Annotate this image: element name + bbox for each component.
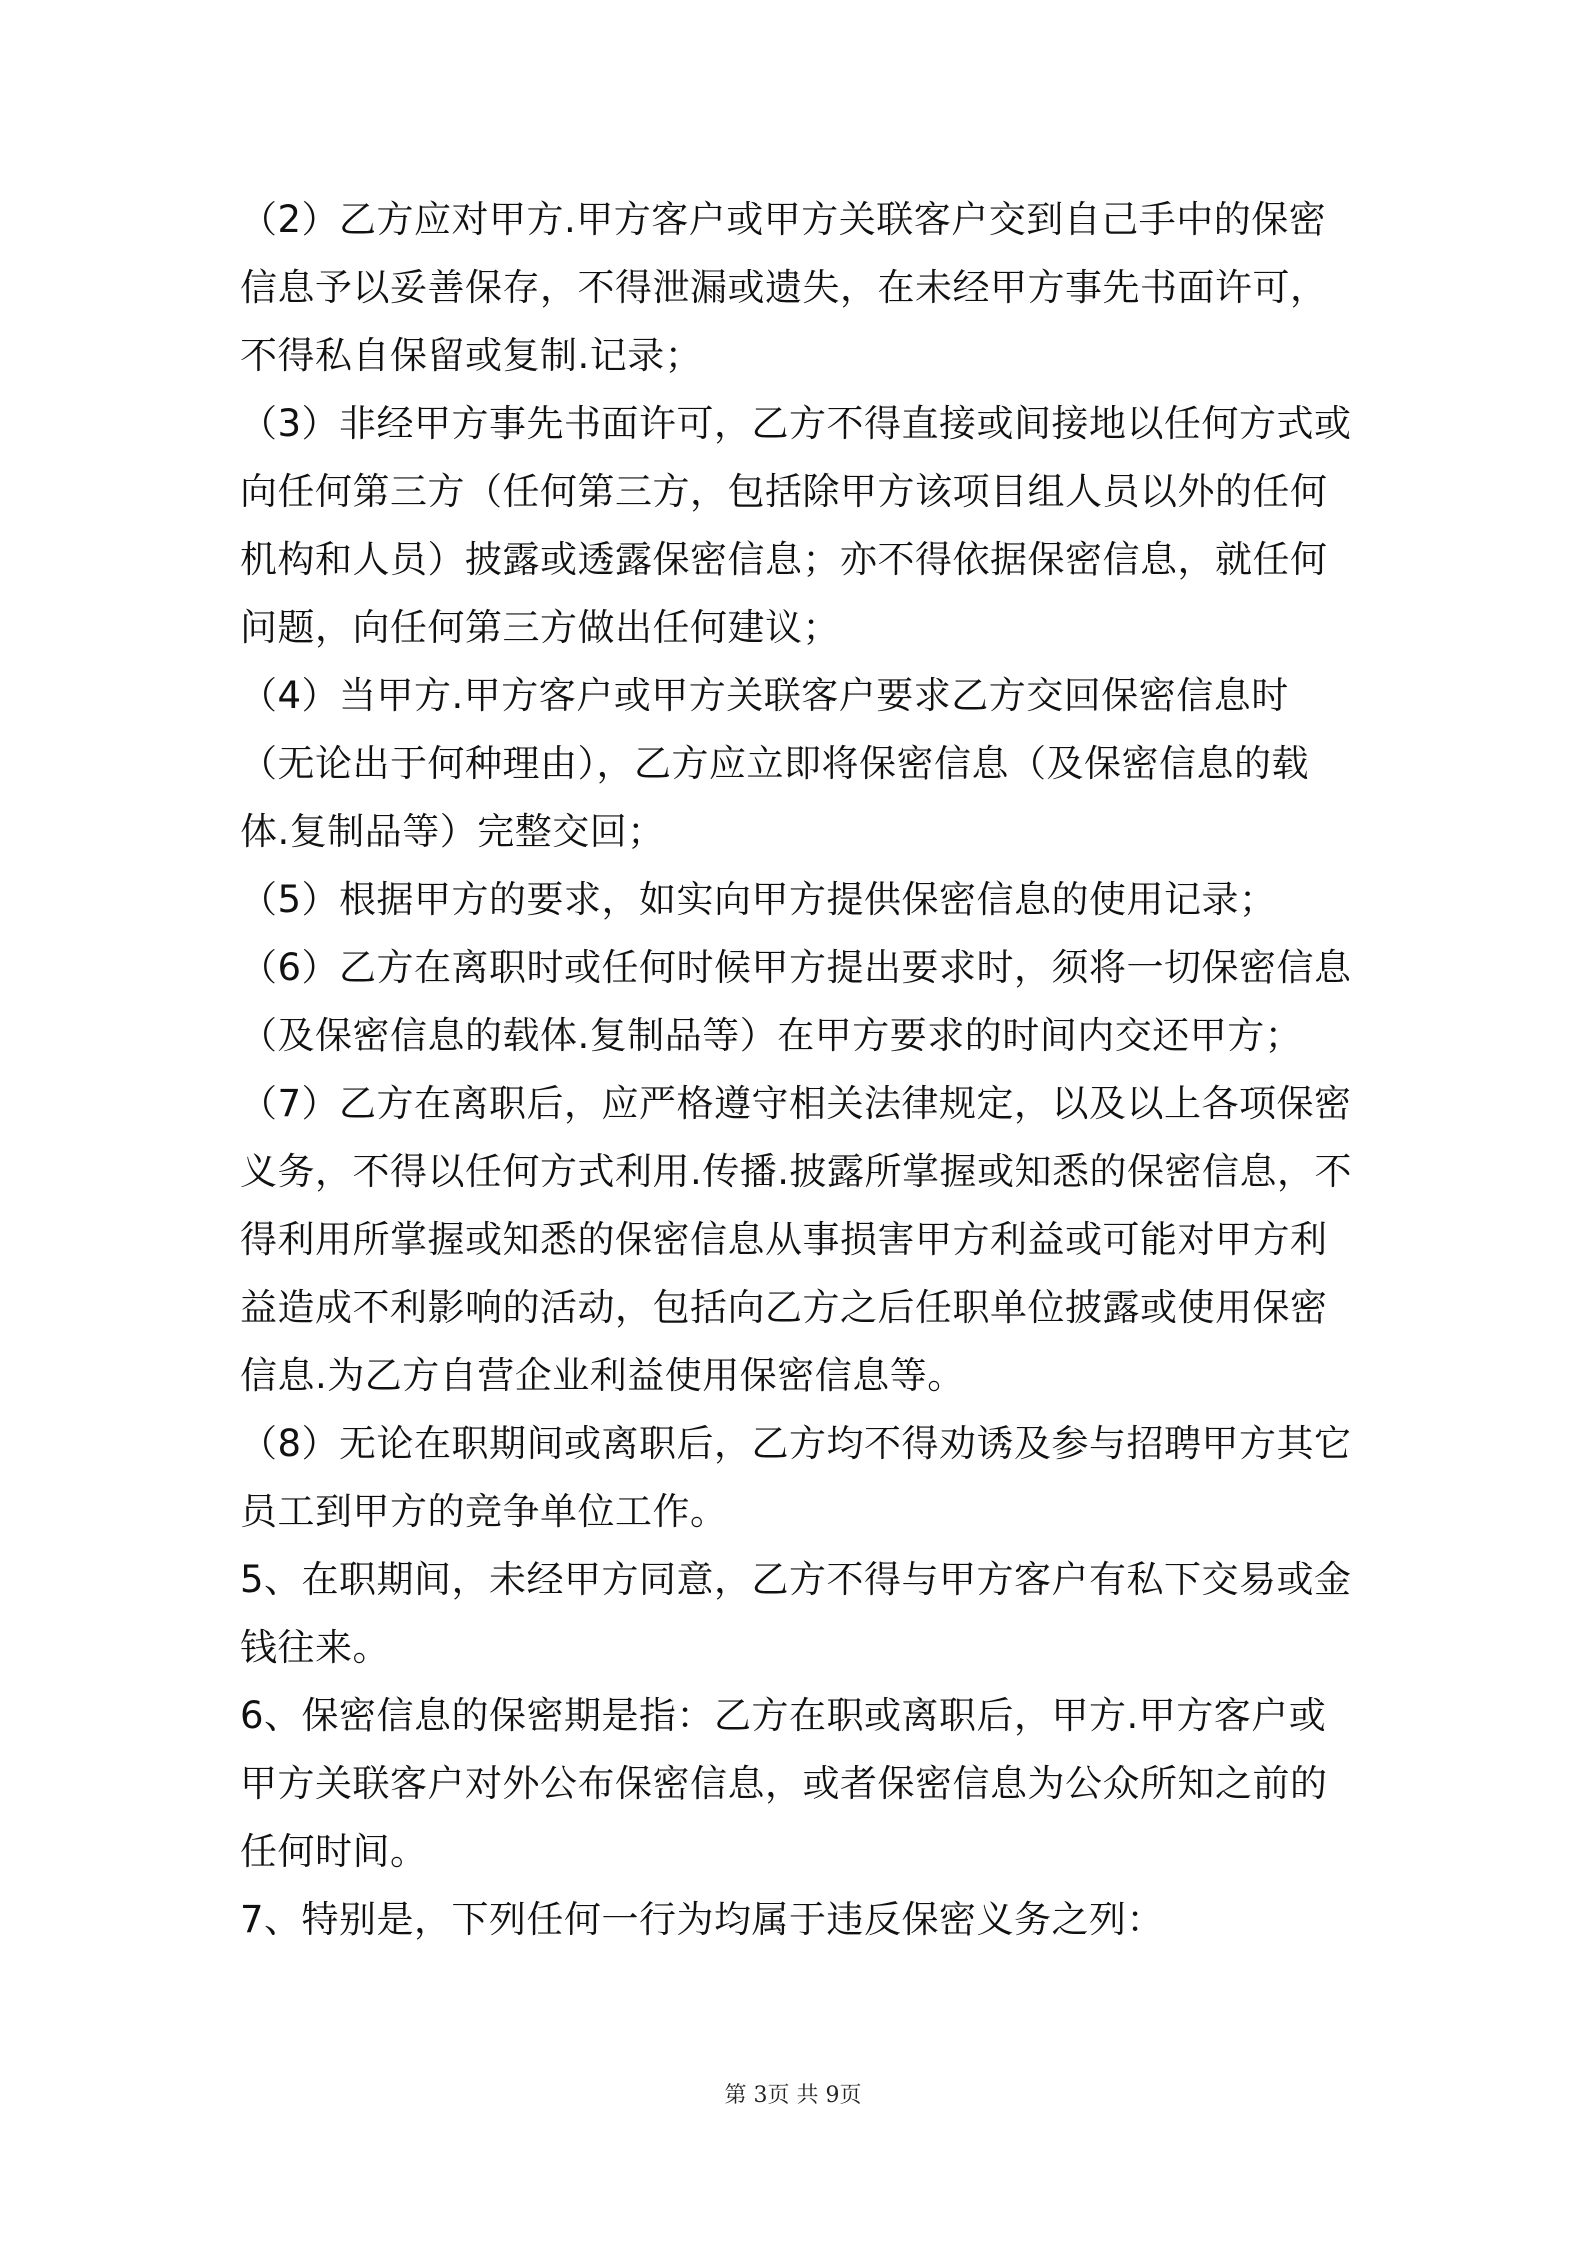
text-line: （6）乙方在离职时或任何时候甲方提出要求时，须将一切保密信息	[240, 946, 1352, 989]
text-line: 机构和人员）披露或透露保密信息；亦不得依据保密信息，就任何	[240, 538, 1328, 581]
text-line: 5、在职期间，未经甲方同意，乙方不得与甲方客户有私下交易或金	[240, 1558, 1352, 1601]
document-body	[240, 186, 1360, 1954]
text-line: 问题，向任何第三方做出任何建议；	[240, 606, 840, 649]
text-line: 6、保密信息的保密期是指：乙方在职或离职后，甲方.甲方客户或	[240, 1694, 1327, 1737]
text-line: 益造成不利影响的活动，包括向乙方之后任职单位披露或使用保密	[240, 1286, 1328, 1329]
text-line: 向任何第三方（任何第三方，包括除甲方该项目组人员以外的任何	[240, 470, 1328, 513]
text-line: 甲方关联客户对外公布保密信息，或者保密信息为公众所知之前的	[240, 1762, 1328, 1805]
text-line: 得利用所掌握或知悉的保密信息从事损害甲方利益或可能对甲方利	[240, 1218, 1328, 1261]
text-line: 钱往来。	[240, 1626, 390, 1669]
text-line: （及保密信息的载体.复制品等）在甲方要求的时间内交还甲方；	[240, 1014, 1303, 1057]
page-number-footer: 第 3页 共 9页	[724, 2083, 862, 2108]
text-line: 体.复制品等）完整交回；	[240, 810, 665, 853]
text-line: 信息予以妥善保存，不得泄漏或遗失，在未经甲方事先书面许可，	[240, 266, 1328, 309]
text-line: （3）非经甲方事先书面许可，乙方不得直接或间接地以任何方式或	[240, 402, 1352, 445]
text-line: （无论出于何种理由），乙方应立即将保密信息（及保密信息的载	[240, 742, 1309, 785]
text-line: 7、特别是，下列任何一行为均属于违反保密义务之列：	[240, 1898, 1165, 1941]
text-line: （2）乙方应对甲方.甲方客户或甲方关联客户交到自己手中的保密	[240, 198, 1327, 241]
text-line: 不得私自保留或复制.记录；	[240, 334, 703, 377]
text-line: （4）当甲方.甲方客户或甲方关联客户要求乙方交回保密信息时	[240, 674, 1289, 717]
text-line: 员工到甲方的竞争单位工作。	[240, 1490, 728, 1533]
text-line: 义务，不得以任何方式利用.传播.披露所掌握或知悉的保密信息，不	[240, 1150, 1353, 1193]
text-line: （5）根据甲方的要求，如实向甲方提供保密信息的使用记录；	[240, 878, 1277, 921]
text-line: 任何时间。	[240, 1830, 428, 1873]
text-line: （7）乙方在离职后，应严格遵守相关法律规定，以及以上各项保密	[240, 1082, 1352, 1125]
text-line: 信息.为乙方自营企业利益使用保密信息等。	[240, 1354, 965, 1397]
text-line: （8）无论在职期间或离职后，乙方均不得劝诱及参与招聘甲方其它	[240, 1422, 1352, 1465]
